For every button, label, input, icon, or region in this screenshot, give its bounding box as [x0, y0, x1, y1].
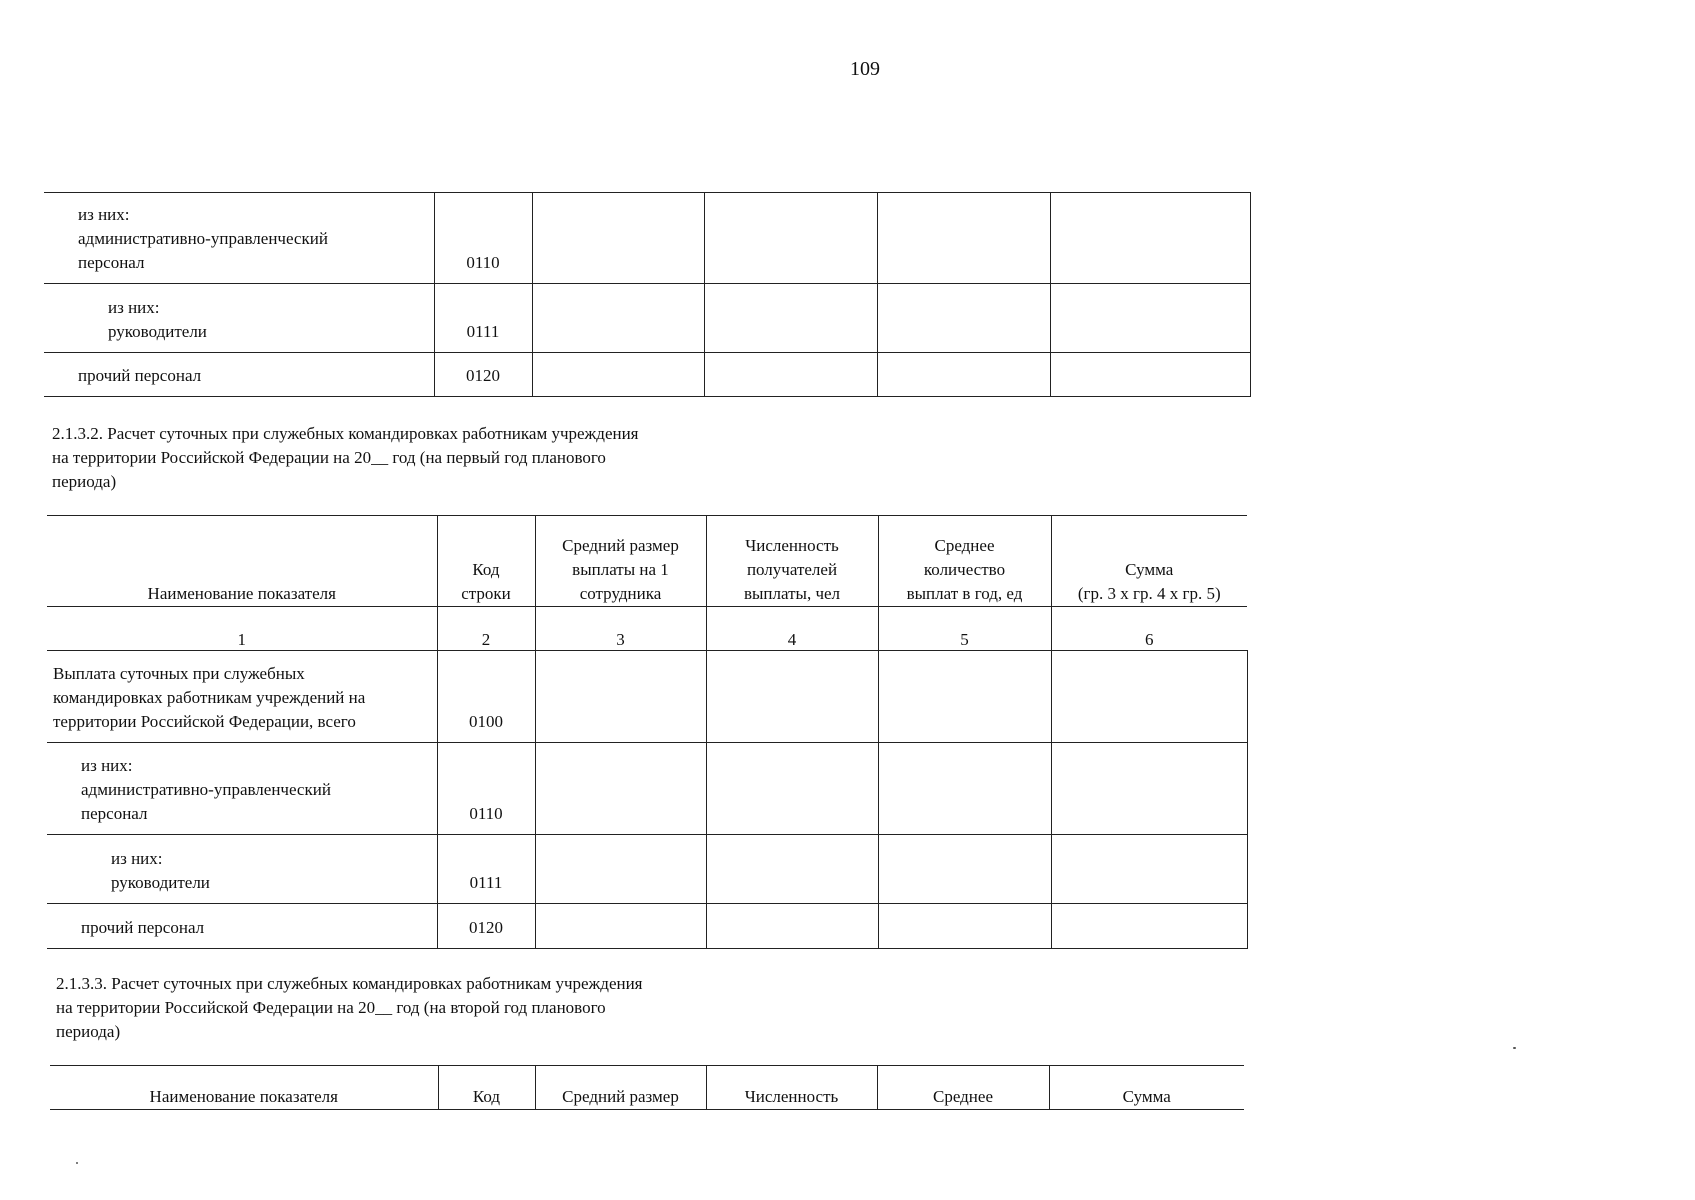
column-number: 5 [878, 607, 1051, 651]
value-cell [706, 743, 878, 835]
table-row [44, 284, 1250, 353]
value-cell [535, 904, 706, 949]
value-cell [535, 743, 706, 835]
value-cell [878, 743, 1051, 835]
value-cell [1051, 904, 1247, 949]
row-code: 0111 [437, 835, 535, 904]
value-cell [1051, 743, 1247, 835]
value-cell [1051, 651, 1247, 743]
header-name: Наименование показателя [50, 1066, 438, 1110]
value-cell [704, 284, 877, 353]
value-cell [535, 835, 706, 904]
row-code: 0120 [434, 353, 532, 397]
header-avg-count: Среднее количество выплат в год, ед [878, 516, 1051, 607]
row-code: 0110 [437, 743, 535, 835]
header-avg-payment: Средний размер [535, 1066, 706, 1110]
value-cell [1050, 284, 1250, 353]
table-row [44, 193, 1250, 284]
row-name: из них: административно-управленческий персонал [47, 743, 437, 835]
daily-allowance-table-first-year [47, 515, 1248, 949]
row-code: 0111 [434, 284, 532, 353]
section-heading: 2.1.3.2. Расчет суточных при служебных командировках работникам учреждения на территории Российской Федерации на 20__ год (на первый год планового периода) [52, 424, 639, 491]
table-row [47, 743, 1247, 835]
value-cell [706, 904, 878, 949]
value-cell [877, 193, 1050, 284]
header-avg-count: Среднее [877, 1066, 1049, 1110]
value-cell [532, 284, 704, 353]
daily-allowance-table-second-year [50, 1065, 1244, 1110]
value-cell [1050, 353, 1250, 397]
header-name: Наименование показателя [47, 516, 437, 607]
table-header-row [47, 516, 1247, 607]
column-number: 4 [706, 607, 878, 651]
header-code: Код [438, 1066, 535, 1110]
row-name: из них: руководители [44, 284, 434, 353]
table-row [47, 835, 1247, 904]
value-cell [706, 651, 878, 743]
top-table [44, 192, 1251, 397]
value-cell [878, 835, 1051, 904]
value-cell [877, 284, 1050, 353]
value-cell [878, 904, 1051, 949]
row-code: 0110 [434, 193, 532, 284]
section-heading: 2.1.3.3. Расчет суточных при служебных командировках работникам учреждения на территории Российской Федерации на 20__ год (на второй год планового периода) [56, 974, 643, 1041]
column-number: 6 [1051, 607, 1247, 651]
scan-speck [1513, 1047, 1516, 1049]
header-recipients: Численность получателей выплаты, чел [706, 516, 878, 607]
header-avg-payment: Средний размер выплаты на 1 сотрудника [535, 516, 706, 607]
row-code: 0120 [437, 904, 535, 949]
value-cell [532, 193, 704, 284]
column-number: 2 [437, 607, 535, 651]
value-cell [704, 193, 877, 284]
row-name: из них: руководители [47, 835, 437, 904]
value-cell [878, 651, 1051, 743]
header-sum: Сумма (гр. 3 х гр. 4 х гр. 5) [1051, 516, 1247, 607]
header-code: Код строки [437, 516, 535, 607]
table-row [47, 651, 1247, 743]
row-name: прочий персонал [44, 353, 434, 397]
value-cell [1050, 193, 1250, 284]
header-recipients: Численность [706, 1066, 877, 1110]
row-name: Выплата суточных при служебных командировках работникам учреждений на территории Российской Федерации, всего [47, 651, 437, 743]
scan-speck [76, 1162, 78, 1164]
row-name: из них: административно-управленческий персонал [44, 193, 434, 284]
column-number-row [47, 607, 1247, 651]
value-cell [706, 835, 878, 904]
value-cell [877, 353, 1050, 397]
value-cell [704, 353, 877, 397]
header-sum: Сумма [1049, 1066, 1244, 1110]
table-row [47, 904, 1247, 949]
column-number: 3 [535, 607, 706, 651]
column-number: 1 [47, 607, 437, 651]
value-cell [532, 353, 704, 397]
value-cell [1051, 835, 1247, 904]
value-cell [535, 651, 706, 743]
row-code: 0100 [437, 651, 535, 743]
row-name: прочий персонал [47, 904, 437, 949]
page-number: 109 [850, 58, 880, 80]
table-row [44, 353, 1250, 397]
table-header-row [50, 1066, 1244, 1110]
